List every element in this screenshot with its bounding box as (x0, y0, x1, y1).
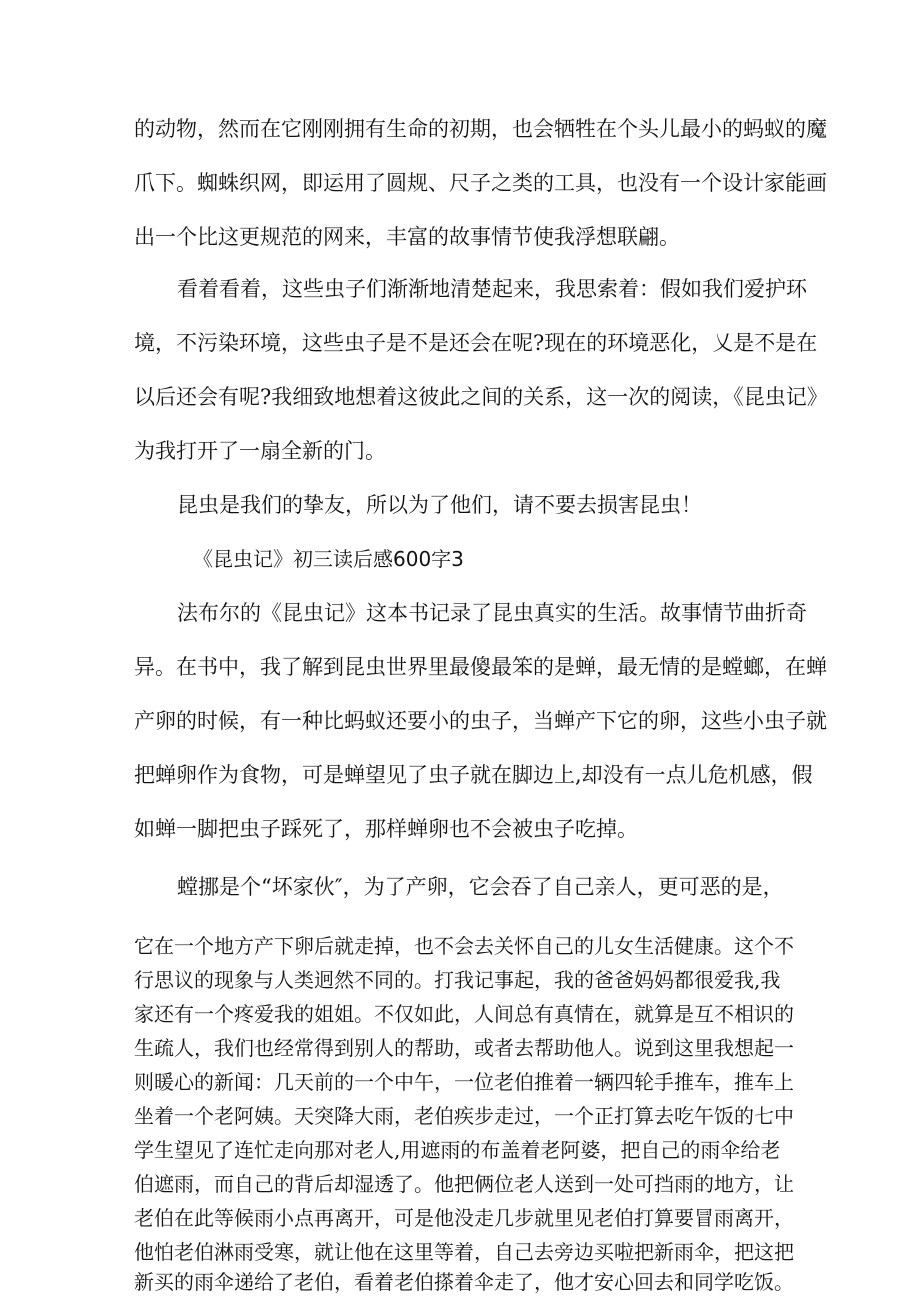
text-line: 产卵的时候，有一种比蚂蚁还要小的虫子，当蝉产下它的卵，这些小虫子就 (134, 709, 827, 733)
text-line: 看着看着，这些虫子们渐渐地清楚起来，我思索着：假如我们爱护环 (177, 277, 807, 301)
text-line: 出一个比这更规范的网来，丰富的故事情节使我浮想联翩。 (134, 225, 680, 249)
text-line: 为我打开了一扇全新的门。 (134, 439, 386, 463)
text-line: 异。在书中，我了解到昆虫世界里最傻最笨的是蝉，最无情的是螳螂，在蝉 (134, 655, 827, 679)
text-line: 伯遮雨，而自己的背后却湿透了。他把俩位老人送到一处可挡雨的地方，让 (134, 1172, 794, 1196)
text-line: 学生望见了连忙走向那对老人,用遮雨的布盖着老阿婆，把自己的雨伞给老 (134, 1138, 781, 1162)
text-line: 他怕老伯淋雨受寒，就让他在这里等着，自己去旁边买啦把新雨伞，把这把 (134, 1240, 794, 1264)
text-line: 老伯在此等候雨小点再离开，可是他没走几步就里见老伯打算要冒雨离开， (134, 1206, 794, 1230)
text-line: 的动物，然而在它刚刚拥有生命的初期，也会牺牲在个头儿最小的蚂蚁的魔 (134, 117, 827, 141)
text-line: 螳挪是个“坏家伙″，为了产卵，它会吞了自己亲人，更可恶的是， (177, 875, 784, 899)
text-line: 把蝉卵作为食物，可是蝉望见了虫子就在脚边上,却没有一点儿危机感，假 (134, 763, 813, 787)
text-line: 家还有一个疼爱我的姐姐。不仅如此，人间总有真情在，就算是互不相识的 (134, 1002, 794, 1026)
text-line: 以后还会有呢?我细致地想着这彼此之间的关系，这一次的阅读，《昆虫记》 (134, 385, 828, 409)
text-line: 爪下。蜘蛛织网，即运用了圆规、尺子之类的工具，也没有一个设计家能画 (134, 171, 827, 195)
text-line: 则暖心的新闻：几天前的一个中午，一位老伯推着一辆四轮手推车，推车上 (134, 1070, 794, 1094)
text-line: 境，不污染环境，这些虫子是不是还会在呢?现在的环境恶化，乂是不是在 (134, 331, 818, 355)
text-line: 新买的雨伞递给了老伯，看着老伯搽着伞走了，他才安心回去和同学吃饭。 (134, 1270, 794, 1294)
text-line: 昆虫是我们的挚友，所以为了他们，请不要去损害昆虫！ (177, 493, 702, 517)
text-line: 法布尔的《昆虫记》这本书记录了昆虫真实的生活。故事情节曲折奇 (177, 601, 807, 625)
text-line: 生疏人，我们也经常得到别人的帮助，或者去帮助他人。说到这里我想起一 (134, 1036, 794, 1060)
text-line: 行思议的现象与人类迥然不同的。打我记事起，我的爸爸妈妈都很爱我,我 (134, 968, 781, 992)
section-heading: 《昆虫记》初三读后感600字3 (193, 547, 464, 571)
text-line: 它在一个地方产下卵后就走掉，也不会去关怀自己的儿女生活健康。这个不 (134, 934, 794, 958)
text-line: 如蝉一脚把虫子踩死了，那样蝉卵也不会被虫子吃掉。 (134, 817, 638, 841)
text-line: 坐着一个老阿姨。天突降大雨，老伯疾步走过，一个正打算去吃午饭的七中 (134, 1104, 794, 1128)
